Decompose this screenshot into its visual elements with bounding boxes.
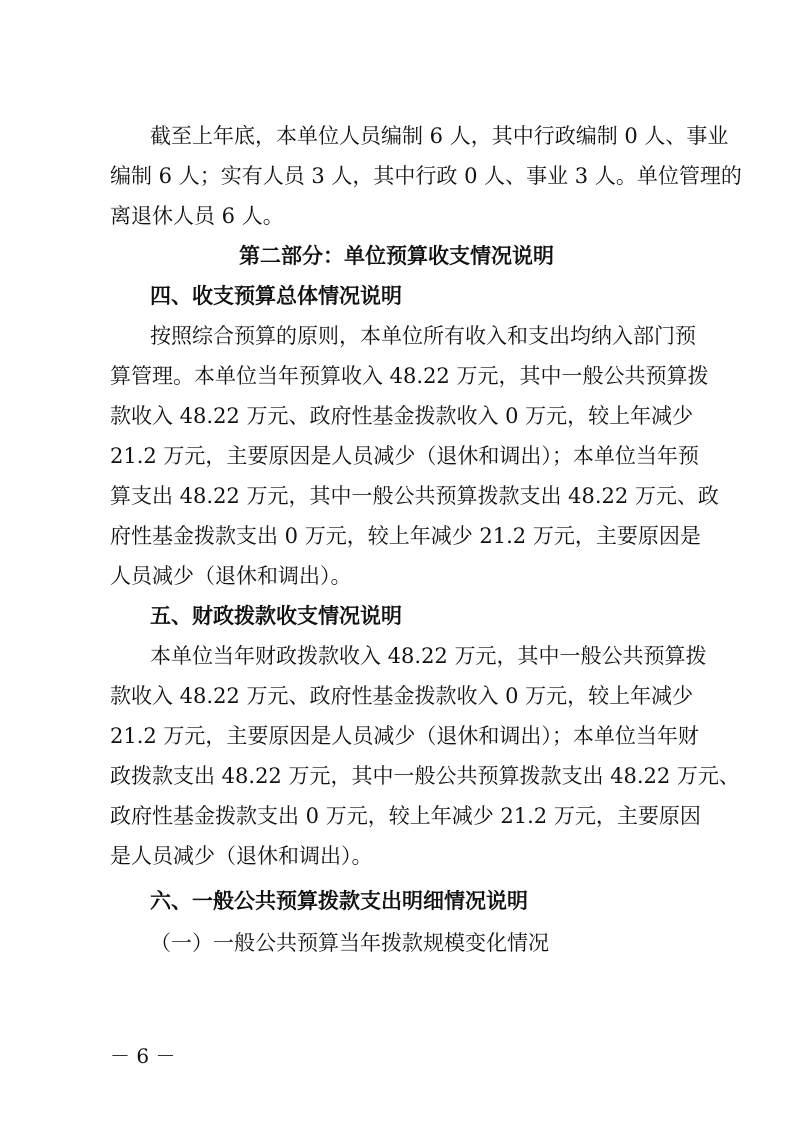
section-5-title: 五、财政拨款收支情况说明 (150, 604, 402, 628)
paragraph-3-line-5: 政府性基金拨款支出 0 万元，较上年减少 21.2 万元，主要原因 (110, 804, 701, 828)
paragraph-2-line-2: 算管理。本单位当年预算收入 48.22 万元，其中一般公共预算拨 (110, 364, 709, 388)
paragraph-1-line-2: 编制 6 人；实有人员 3 人，其中行政 0 人、事业 3 人。单位管理的 (110, 164, 742, 188)
paragraph-1-line-1: 截至上年底，本单位人员编制 6 人，其中行政编制 0 人、事业 (150, 124, 729, 148)
paragraph-2-line-6: 府性基金拨款支出 0 万元，较上年减少 21.2 万元，主要原因是 (110, 524, 701, 548)
paragraph-2-line-5: 算支出 48.22 万元，其中一般公共预算拨款支出 48.22 万元、政 (110, 484, 719, 508)
section-4-title: 四、收支预算总体情况说明 (150, 284, 402, 308)
paragraph-2-line-3: 款收入 48.22 万元、政府性基金拨款收入 0 万元，较上年减少 (110, 404, 694, 428)
paragraph-3-line-3: 21.2 万元，主要原因是人员减少（退休和调出）；本单位当年财 (110, 724, 699, 748)
subsection-1-title: （一）一般公共预算当年拨款规模变化情况 (150, 931, 549, 955)
paragraph-3-line-1: 本单位当年财政拨款收入 48.22 万元，其中一般公共预算拨 (150, 644, 707, 668)
paragraph-3-line-6: 是人员减少（退休和调出）。 (110, 844, 373, 868)
paragraph-3-line-4: 政拨款支出 48.22 万元，其中一般公共预算拨款支出 48.22 万元、 (110, 764, 740, 788)
paragraph-2-line-1: 按照综合预算的原则，本单位所有收入和支出均纳入部门预 (150, 324, 696, 348)
section-6-title: 六、一般公共预算拨款支出明细情况说明 (150, 889, 528, 913)
page-number: － 6 － (110, 1044, 176, 1068)
paragraph-2-line-7: 人员减少（退休和调出）。 (110, 564, 352, 588)
paragraph-3-line-2: 款收入 48.22 万元、政府性基金拨款收入 0 万元，较上年减少 (110, 684, 694, 708)
part-title: 第二部分：单位预算收支情况说明 (239, 243, 554, 268)
paragraph-2-line-4: 21.2 万元，主要原因是人员减少（退休和调出）；本单位当年预 (110, 444, 699, 468)
paragraph-1-line-3: 离退休人员 6 人。 (110, 204, 284, 228)
